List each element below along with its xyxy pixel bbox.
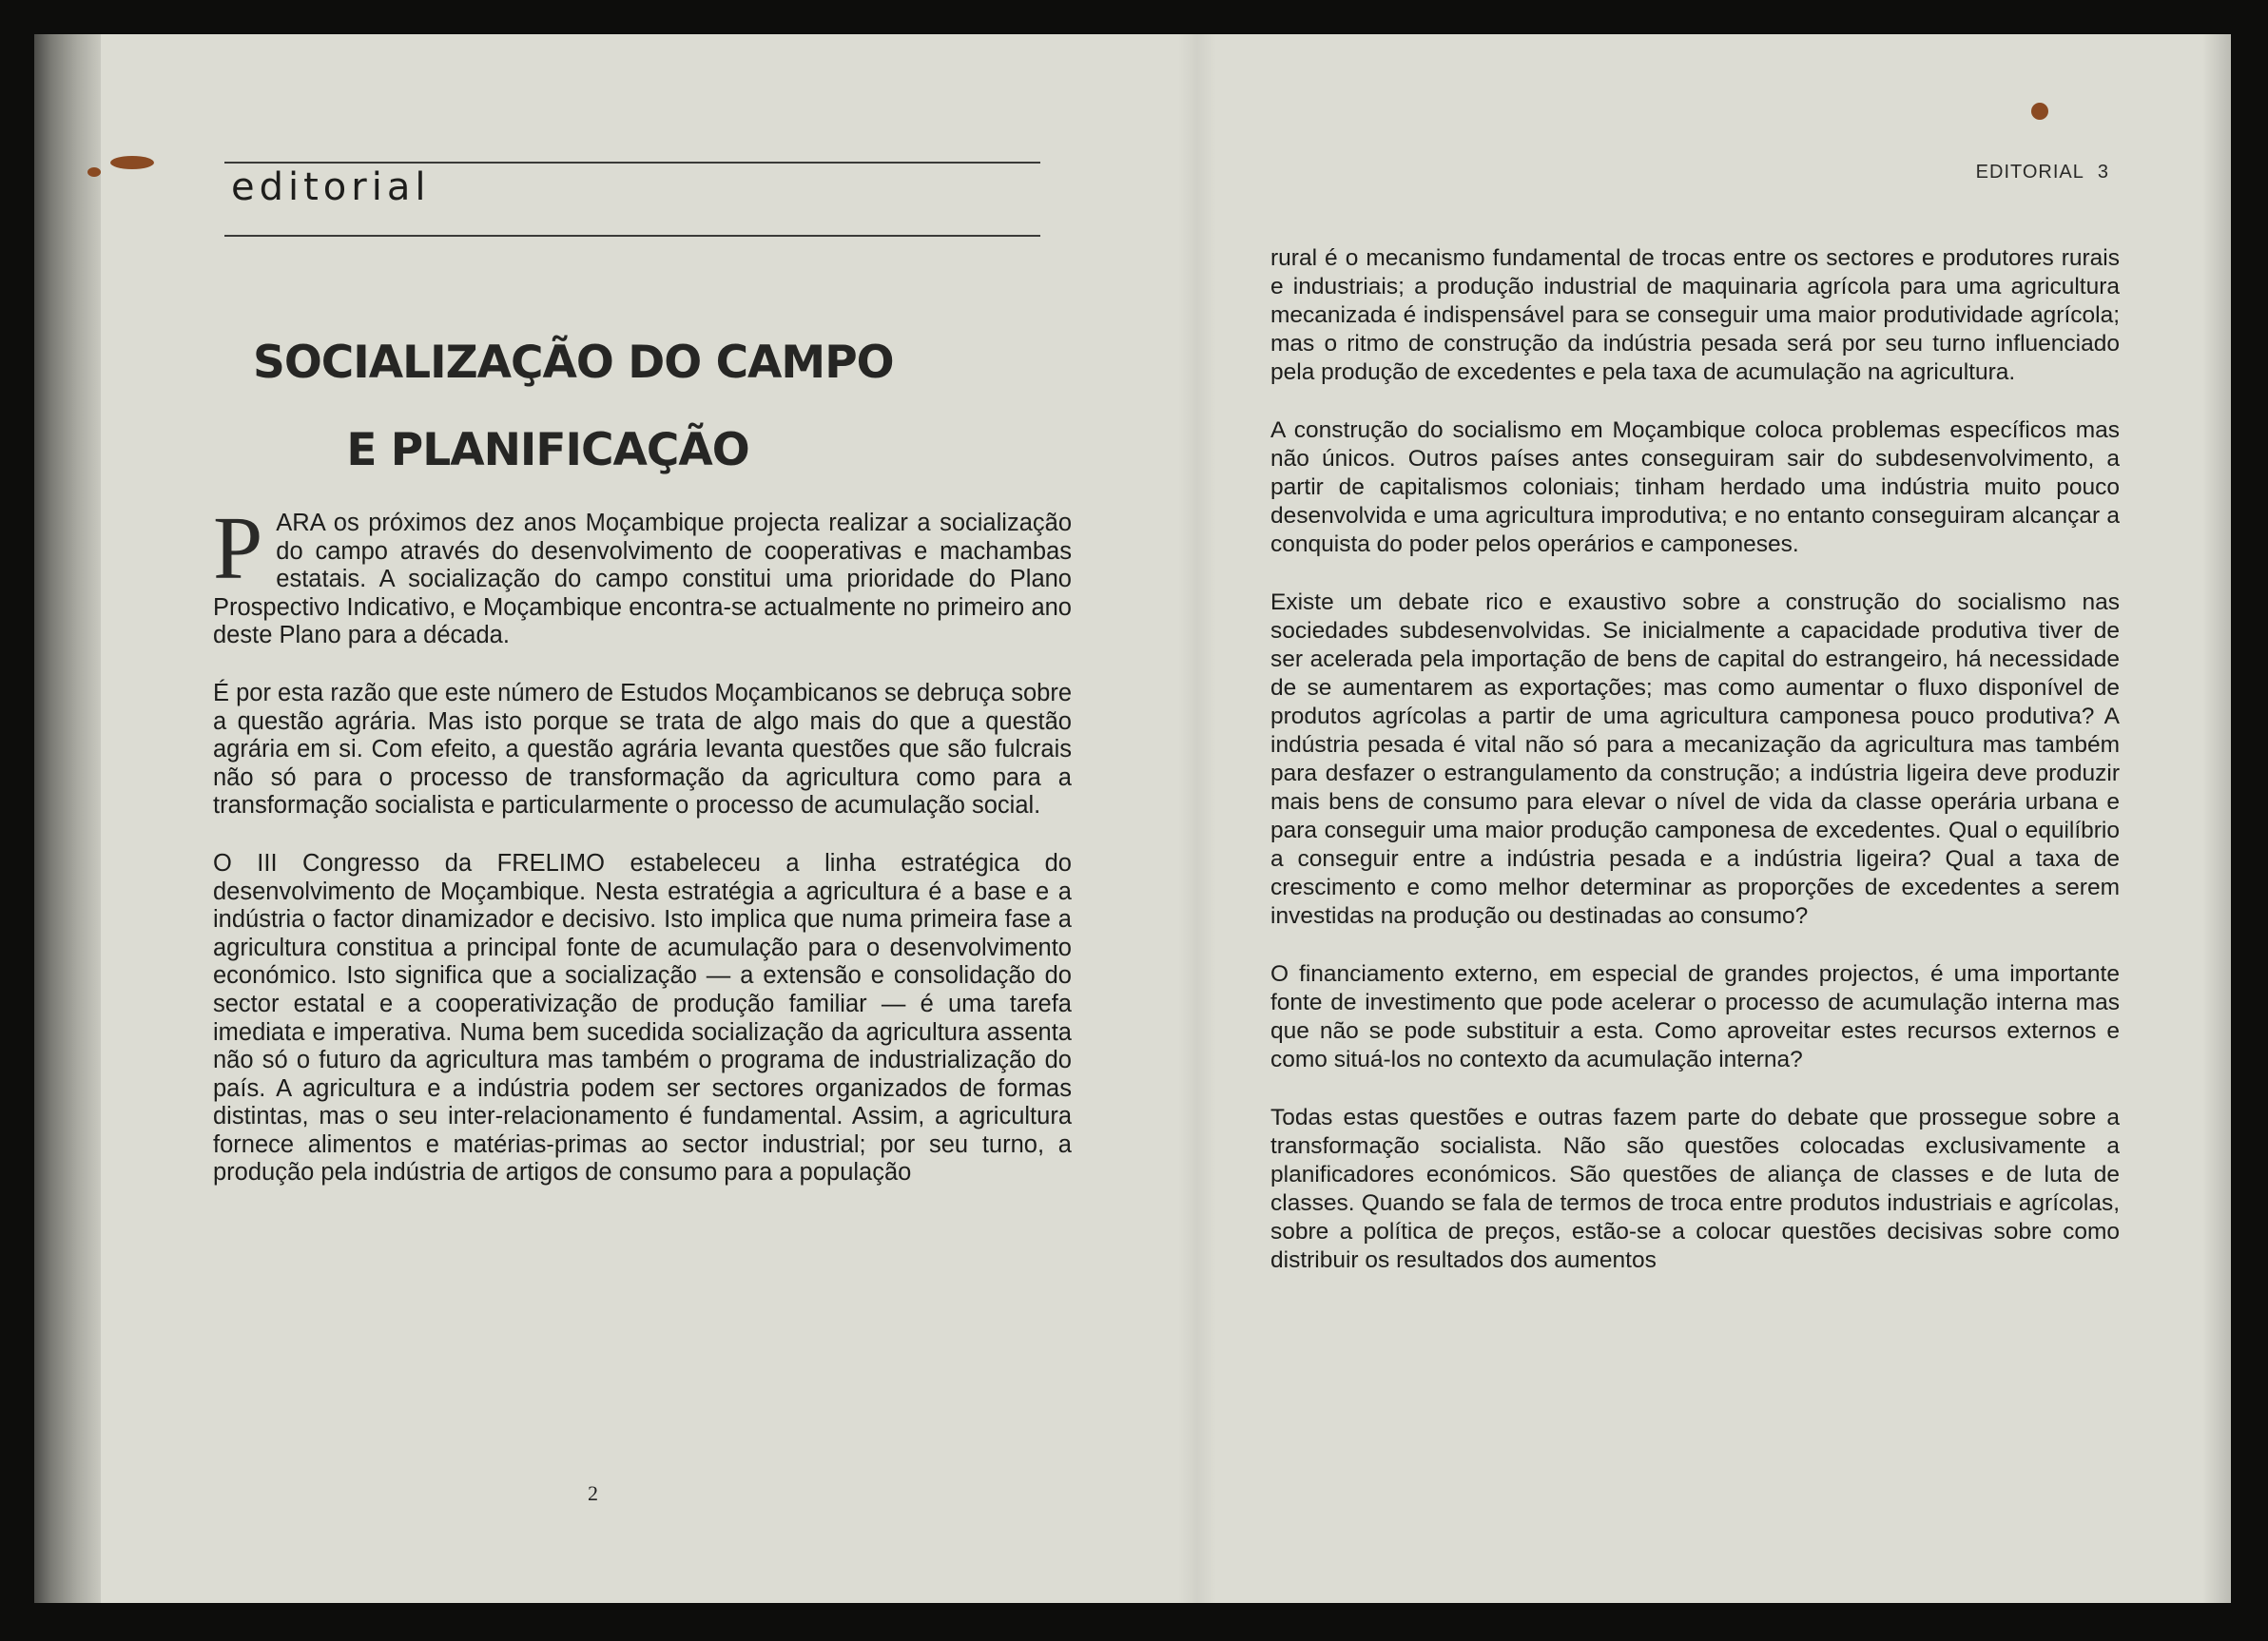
title-line-2: E PLANIFICAÇÃO [346,424,749,476]
article-title [253,319,894,494]
rust-stain [87,167,101,177]
lead-paragraph [213,499,1072,650]
running-head [1963,162,2109,183]
paragraph: Todas estas questões e outras fazem parte do debate que prossegue sobre a transformação socialista. Não são questões colocadas exclusivamente a planificadores económicos. São questões de aliança de classes e de luta de classes. Quando se fala de termos de troca entre produtos industriais e agrícolas, sobre a política de preços, estão-se a colocar questões decisivas sobre como distribuir os resultados dos aumentos [1270,1105,2120,1273]
title-line-1: SOCIALIZAÇÃO DO CAMPO [253,337,894,389]
paragraph: rural é o mecanismo fundamental de trocas entre os sectores e produtores rurais e industriais; a produção industrial de maquinaria agrícola para uma agricultura mecanizada é indispensável para se conseguir uma maior produtividade agrícola; mas o ritmo de construção da indústria pesada será por seu turno influenciado pela produção de excedentes e pela taxa de acumulação na agricultura. [1270,245,2120,385]
scanned-spread [34,34,2231,1603]
paragraph: É por esta razão que este número de Estudos Moçambicanos se debruça sobre a questão agrária. Mas isto porque se trata de algo mais do que a questão agrária em si. Com efeito, a questão agrária levanta questões que são fulcrais não só para o processo de transformação da agricultura como para a transformação socialista e particularmente o processo de acumulação social. [213,679,1072,820]
paragraph: Existe um debate rico e exaustivo sobre a construção do socialismo nas sociedades subdesenvolvidas. Se inicialmente a capacidade produtiva tiver de ser acelerada pela importação de bens de capital do estrangeiro, há necessidade de se aumentarem as exportações; mas como aumentar o fluxo disponível de produtos agrícolas a partir de uma agricultura camponesa pouco produtiva? A indústria pesada é vital não só para a mecanização da agricultura mas também para desfazer o estrangulamento da construção; a indústria ligeira deve produzir mais bens de consumo para elevar o nível de vida da classe operária urbana e para conseguir uma maior produção camponesa de excedentes. Qual o equilíbrio a conseguir entre a indústria pesada e a indústria ligeira? Qual a taxa de crescimento e como melhor determinar as proporções de excedentes a serem investidas na produção ou destinadas ao consumo? [1270,589,2120,929]
page-number-right: 3 [2097,162,2109,183]
paragraph: O III Congresso da FRELIMO estabeleceu a linha estratégica do desenvolvimento de Moçambique. Nesta estratégia a agricultura é a base e a indústria o factor dinamizador e decisivo. Isto implica que numa primeira fase a agricultura constitua a principal fonte de acumulação para o desenvolvimento económico. Isto significa que a socialização — a extensão e consolidação do sector estatal e a cooperativização de produção familiar — é uma tarefa imediata e imperativa. Numa bem sucedida socialização da agricultura assenta não só o futuro da agricultura mas também o programa de industrialização do país. A agricultura e a indústria podem ser sectores organizados de formas distintas, mas o seu inter-relacionamento é fundamental. Assim, a agricultura fornece alimentos e matérias-primas ao sector industrial; por seu turno, a produção pela indústria de artigos de consumo para a população [213,849,1072,1187]
drop-cap: P [213,499,263,598]
section-label: editorial [231,165,431,209]
right-column [1270,244,2120,1275]
rust-stain [2031,103,2048,120]
page-edge-shadow [2202,34,2231,1603]
paragraph: A construção do socialismo em Moçambique coloca problemas específicos mas não únicos. Outros países antes conseguiram sair do subdesenvolvimento, a partir de capitalismos coloniais; tinham herdado uma indústria muito pouco desenvolvida e uma agricultura improdutiva; e no entanto conseguiram alcançar a conquista do poder pelos operários e camponeses. [1270,417,2120,557]
header-rule-bottom [224,235,1040,237]
page-fold [1178,34,1216,1603]
lead-text: ARA os próximos dez anos Moçambique projecta realizar a socialização do campo através do desenvolvimento de cooperativas e machambas estatais. A socialização do campo constitui uma prioridade do Plano Prospectivo Indicativo, e Moçambique encontra-se actualmente no primeiro ano deste Plano para a década. [213,510,1072,649]
paragraph: O financiamento externo, em especial de grandes projectos, é uma importante fonte de investimento que pode acelerar o processo de acumulação interna mas que não se pode substituir a esta. Como aproveitar estes recursos externos e como situá-los no contexto da acumulação interna? [1270,961,2120,1072]
binding-edge [34,34,101,1603]
page-number-left: 2 [588,1481,598,1505]
running-head-label: EDITORIAL [1975,162,2084,183]
left-column [213,499,1072,1187]
header-rule-top [224,162,1040,164]
rust-stain [110,156,154,169]
